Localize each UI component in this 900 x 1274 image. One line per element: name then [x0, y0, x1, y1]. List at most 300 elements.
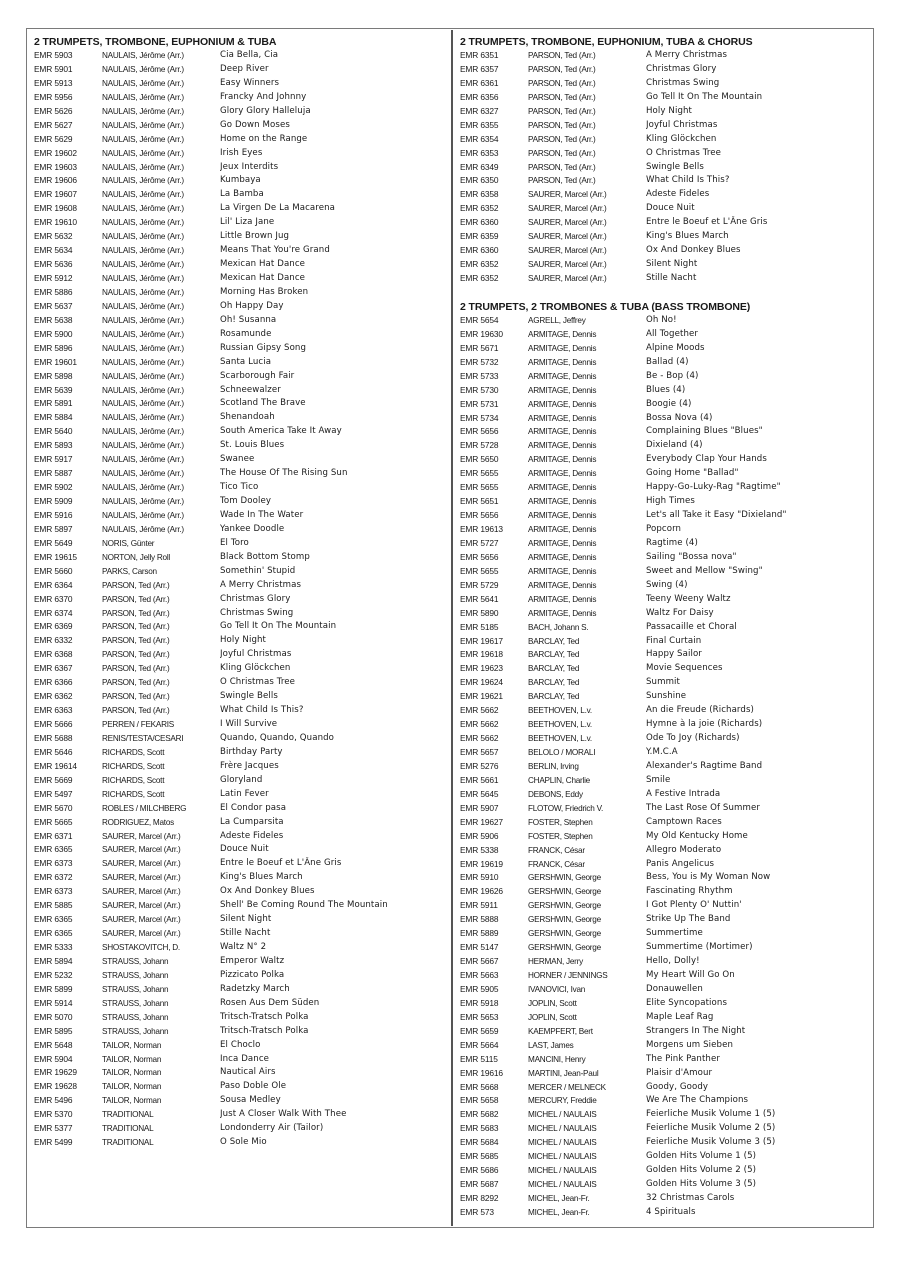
piece-title: Quando, Quando, Quando — [220, 732, 335, 743]
catalog-number: EMR 6360 — [460, 217, 499, 228]
piece-title: El Toro — [220, 537, 249, 548]
piece-title: Oh Happy Day — [220, 300, 284, 311]
catalog-entry — [460, 885, 875, 899]
catalog-entry — [34, 871, 449, 885]
catalog-entry — [34, 1025, 449, 1039]
piece-title: Final Curtain — [646, 635, 702, 646]
composer-name: NAULAIS, Jérôme (Arr.) — [102, 315, 184, 325]
composer-name: HERMAN, Jerry — [528, 957, 583, 967]
catalog-entry — [460, 188, 875, 202]
composer-name: ARMITAGE, Dennis — [528, 399, 597, 409]
piece-title: Swingle Bells — [646, 161, 704, 172]
piece-title: Donauwellen — [646, 983, 703, 994]
catalog-entry — [34, 384, 449, 398]
composer-name: PARSON, Ted (Arr.) — [528, 120, 596, 130]
catalog-entry — [460, 105, 875, 119]
catalog-entry — [34, 774, 449, 788]
catalog-number: EMR 19623 — [460, 663, 503, 674]
composer-name: SAURER, Marcel (Arr.) — [528, 218, 607, 228]
piece-title: South America Take It Away — [220, 426, 342, 437]
composer-name: SAURER, Marcel (Arr.) — [528, 190, 607, 200]
catalog-entry — [460, 899, 875, 913]
catalog-entry — [34, 467, 449, 481]
piece-title: Morning Has Broken — [220, 286, 309, 297]
catalog-entry — [460, 593, 875, 607]
piece-title: Holy Night — [646, 105, 693, 116]
piece-title: O Sole Mio — [220, 1137, 267, 1148]
catalog-number: EMR 5901 — [34, 63, 73, 74]
catalog-entry — [34, 816, 449, 830]
composer-name: NAULAIS, Jérôme (Arr.) — [102, 246, 184, 256]
catalog-entry — [460, 439, 875, 453]
composer-name: NAULAIS, Jérôme (Arr.) — [102, 287, 184, 297]
composer-name: BEETHOVEN, L.v. — [528, 720, 592, 730]
catalog-number: EMR 6374 — [34, 607, 73, 618]
catalog-number: EMR 5655 — [460, 482, 499, 493]
catalog-entry — [34, 620, 449, 634]
catalog-number: EMR 6373 — [34, 858, 73, 869]
piece-title: Christmas Swing — [646, 77, 720, 88]
catalog-entry — [460, 858, 875, 872]
piece-title: Sousa Medley — [220, 1095, 281, 1106]
catalog-entry — [34, 230, 449, 244]
piece-title: Summit — [646, 677, 681, 688]
piece-title: Shell' Be Coming Round The Mountain — [220, 900, 388, 911]
catalog-list — [460, 314, 875, 1220]
catalog-number: EMR 5651 — [460, 496, 499, 507]
catalog-entry — [34, 537, 449, 551]
catalog-number: EMR 5911 — [460, 900, 498, 911]
composer-name: TAILOR, Norman — [102, 1096, 162, 1106]
composer-name: NAULAIS, Jérôme (Arr.) — [102, 134, 184, 144]
catalog-number: EMR 5893 — [34, 440, 73, 451]
catalog-entry — [34, 63, 449, 77]
piece-title: Adeste Fideles — [646, 189, 710, 200]
composer-name: ARMITAGE, Dennis — [528, 538, 597, 548]
piece-title: Radetzky March — [220, 983, 290, 994]
catalog-entry — [460, 690, 875, 704]
catalog-entry — [460, 1122, 875, 1136]
piece-title: I Got Plenty O' Nuttin' — [646, 900, 742, 911]
piece-title: Russian Gipsy Song — [220, 342, 307, 353]
catalog-entry — [460, 523, 875, 537]
catalog-entry — [460, 913, 875, 927]
composer-name: SAURER, Marcel (Arr.) — [102, 845, 181, 855]
composer-name: FOSTER, Stephen — [528, 817, 593, 827]
piece-title: Go Down Moses — [220, 119, 290, 130]
piece-title: 4 Spirituals — [646, 1206, 696, 1217]
composer-name: NAULAIS, Jérôme (Arr.) — [102, 497, 184, 506]
catalog-number: EMR 5734 — [460, 412, 499, 423]
catalog-number: EMR 5902 — [34, 482, 73, 493]
composer-name: SAURER, Marcel (Arr.) — [528, 232, 607, 242]
piece-title: Ox And Donkey Blues — [646, 245, 741, 256]
catalog-number: EMR 5626 — [34, 105, 73, 116]
composer-name: SAURER, Marcel (Arr.) — [102, 915, 181, 925]
piece-title: Sunshine — [646, 691, 687, 702]
catalog-number: EMR 6356 — [460, 91, 499, 102]
catalog-entry — [34, 607, 449, 621]
piece-title: The Pink Panther — [646, 1053, 720, 1064]
catalog-entry — [34, 760, 449, 774]
piece-title: Black Bottom Stomp — [220, 551, 310, 562]
catalog-number: EMR 573 — [460, 1206, 494, 1217]
composer-name: NAULAIS, Jérôme (Arr.) — [102, 524, 184, 534]
composer-name: GERSHWIN, George — [528, 901, 601, 911]
catalog-entry — [460, 1081, 875, 1095]
catalog-entry — [34, 1011, 449, 1025]
piece-title: Strangers In The Night — [646, 1025, 746, 1036]
catalog-entry — [34, 258, 449, 272]
piece-title: Nautical Airs — [220, 1067, 276, 1078]
catalog-entry — [34, 272, 449, 286]
piece-title: Ox And Donkey Blues — [220, 886, 315, 897]
catalog-number: EMR 5654 — [460, 314, 499, 325]
piece-title: Santa Lucia — [220, 356, 272, 367]
catalog-entry — [460, 1136, 875, 1150]
composer-name: PARSON, Ted (Arr.) — [528, 106, 596, 116]
piece-title: Stille Nacht — [220, 928, 271, 939]
catalog-entry — [460, 955, 875, 969]
piece-title: O Christmas Tree — [646, 147, 722, 158]
piece-title: The House Of The Rising Sun — [220, 468, 348, 479]
catalog-entry — [460, 648, 875, 662]
composer-name: PARSON, Ted (Arr.) — [102, 608, 170, 618]
catalog-entry — [460, 147, 875, 161]
catalog-number: EMR 6355 — [460, 119, 499, 130]
catalog-number: EMR 5649 — [34, 537, 73, 548]
catalog-entry — [460, 230, 875, 244]
catalog-number: EMR 6332 — [34, 635, 73, 646]
catalog-number: EMR 5670 — [34, 802, 73, 813]
composer-name: NAULAIS, Jérôme (Arr.) — [102, 441, 184, 451]
composer-name: AGRELL, Jeffrey — [528, 315, 586, 325]
catalog-number: EMR 5070 — [34, 1011, 73, 1022]
composer-name: PARSON, Ted (Arr.) — [528, 162, 596, 172]
composer-name: RODRIGUEZ, Matos — [102, 817, 174, 827]
composer-name: STRAUSS, Johann — [102, 1012, 169, 1022]
catalog-number: EMR 5662 — [460, 705, 499, 716]
piece-title: Silent Night — [220, 914, 272, 925]
catalog-number: EMR 5641 — [460, 593, 499, 604]
composer-name: NAULAIS, Jérôme (Arr.) — [102, 371, 184, 381]
catalog-number: EMR 5656 — [460, 426, 499, 437]
piece-title: Holy Night — [220, 635, 267, 646]
composer-name: TAILOR, Norman — [102, 1068, 162, 1078]
catalog-entry — [460, 398, 875, 412]
composer-name: MICHEL / NAULAIS — [528, 1110, 597, 1120]
piece-title: Going Home "Ballad" — [646, 468, 739, 479]
catalog-entry — [460, 356, 875, 370]
catalog-number: EMR 6349 — [460, 161, 499, 172]
composer-name: SHOSTAKOVITCH, D. — [102, 943, 180, 952]
catalog-entry — [34, 913, 449, 927]
piece-title: Panis Angelicus — [646, 858, 715, 869]
composer-name: STRAUSS, Johann — [102, 970, 169, 980]
piece-title: Kumbaya — [220, 175, 261, 186]
catalog-entry — [34, 453, 449, 467]
composer-name: NAULAIS, Jérôme (Arr.) — [102, 343, 184, 353]
catalog-entry — [34, 704, 449, 718]
catalog-number: EMR 5664 — [460, 1039, 499, 1050]
catalog-entry — [34, 1122, 449, 1136]
piece-title: Morgens um Sieben — [646, 1039, 734, 1050]
catalog-entry — [460, 830, 875, 844]
catalog-entry — [34, 885, 449, 899]
catalog-number: EMR 5637 — [34, 300, 73, 311]
catalog-number: EMR 6373 — [34, 886, 73, 897]
piece-title: Goody, Goody — [646, 1081, 709, 1092]
piece-title: Allegro Moderato — [646, 844, 722, 855]
catalog-entry — [34, 746, 449, 760]
composer-name: ARMITAGE, Dennis — [528, 483, 597, 493]
catalog-entry — [34, 732, 449, 746]
composer-name: NAULAIS, Jérôme (Arr.) — [102, 106, 184, 116]
composer-name: FRANCK, César — [528, 845, 585, 855]
catalog-entry — [34, 1053, 449, 1067]
composer-name: NAULAIS, Jérôme (Arr.) — [102, 455, 184, 465]
piece-title: Entre le Boeuf et L'Âne Gris — [220, 858, 342, 869]
catalog-entry — [460, 1039, 875, 1053]
catalog-entry — [460, 453, 875, 467]
composer-name: IVANOVICI, Ivan — [528, 984, 586, 994]
composer-name: PARSON, Ted (Arr.) — [528, 134, 596, 144]
piece-title: Irish Eyes — [220, 147, 263, 158]
catalog-number: EMR 5895 — [34, 1025, 73, 1036]
piece-title: Waltz N° 2 — [220, 942, 267, 952]
catalog-number: EMR 5661 — [460, 774, 499, 785]
catalog-number: EMR 5655 — [460, 468, 499, 479]
catalog-number: EMR 19617 — [460, 635, 503, 646]
composer-name: MERCER / MELNECK — [528, 1082, 606, 1092]
composer-name: MICHEL / NAULAIS — [528, 1166, 597, 1176]
composer-name: RICHARDS, Scott — [102, 775, 165, 785]
composer-name: NORTON, Jelly Roll — [102, 552, 170, 562]
composer-name: BERLIN, Irving — [528, 761, 579, 771]
composer-name: NAULAIS, Jérôme (Arr.) — [102, 218, 184, 228]
catalog-entry — [460, 1164, 875, 1178]
piece-title: Douce Nuit — [220, 844, 269, 855]
piece-title: All Together — [646, 328, 699, 339]
piece-title: Christmas Glory — [646, 63, 717, 74]
piece-title: Birthday Party — [220, 746, 283, 757]
catalog-number: EMR 5377 — [34, 1123, 73, 1134]
catalog-entry — [460, 1025, 875, 1039]
catalog-entry — [34, 997, 449, 1011]
composer-name: RICHARDS, Scott — [102, 747, 165, 757]
catalog-entry — [460, 1094, 875, 1108]
catalog-entry — [460, 983, 875, 997]
composer-name: NAULAIS, Jérôme (Arr.) — [102, 64, 184, 74]
composer-name: ARMITAGE, Dennis — [528, 441, 597, 451]
catalog-number: EMR 5917 — [34, 454, 73, 465]
piece-title: A Merry Christmas — [646, 50, 728, 60]
catalog-number: EMR 19602 — [34, 147, 77, 158]
catalog-entry — [460, 1067, 875, 1081]
catalog-list — [34, 49, 449, 1150]
catalog-number: EMR 5648 — [34, 1039, 73, 1050]
catalog-number: EMR 5887 — [34, 468, 73, 479]
catalog-entry — [34, 356, 449, 370]
composer-name: GERSHWIN, George — [528, 943, 601, 953]
catalog-entry — [34, 983, 449, 997]
piece-title: Stille Nacht — [646, 273, 697, 283]
composer-name: DEBONS, Eddy — [528, 789, 583, 799]
piece-title: Tico Tico — [220, 482, 259, 493]
piece-title: Boogie (4) — [646, 398, 692, 409]
piece-title: Complaining Blues "Blues" — [646, 426, 763, 437]
catalog-entry — [460, 746, 875, 760]
catalog-entry — [460, 927, 875, 941]
composer-name: SAURER, Marcel (Arr.) — [102, 859, 181, 869]
catalog-number: EMR 5896 — [34, 342, 73, 353]
catalog-number: EMR 5886 — [34, 286, 73, 297]
catalog-number: EMR 5669 — [34, 774, 73, 785]
catalog-entry — [34, 91, 449, 105]
composer-name: ARMITAGE, Dennis — [528, 357, 597, 367]
catalog-number: EMR 19601 — [34, 356, 77, 367]
composer-name: NAULAIS, Jérôme (Arr.) — [102, 357, 184, 367]
composer-name: ARMITAGE, Dennis — [528, 427, 597, 437]
catalog-number: EMR 6365 — [34, 914, 73, 925]
piece-title: Teeny Weeny Waltz — [646, 593, 731, 604]
piece-title: The Last Rose Of Summer — [646, 802, 760, 813]
catalog-number: EMR 5910 — [460, 872, 499, 883]
catalog-entry — [34, 216, 449, 230]
piece-title: A Festive Intrada — [646, 788, 721, 799]
piece-title: Kling Glöckchen — [220, 663, 291, 674]
piece-title: King's Blues March — [646, 231, 729, 242]
catalog-entry — [34, 328, 449, 342]
piece-title: Deep River — [220, 63, 269, 74]
piece-title: Gloryland — [220, 774, 263, 785]
composer-name: BARCLAY, Ted — [528, 636, 580, 646]
catalog-entry — [460, 258, 875, 272]
catalog-number: EMR 19627 — [460, 816, 503, 827]
composer-name: ARMITAGE, Dennis — [528, 594, 597, 604]
catalog-number: EMR 5913 — [34, 77, 73, 88]
catalog-entry — [460, 579, 875, 593]
catalog-number: EMR 6366 — [34, 677, 73, 688]
catalog-entry — [460, 551, 875, 565]
piece-title: Waltz For Daisy — [646, 607, 714, 618]
catalog-entry — [460, 244, 875, 258]
catalog-number: EMR 19621 — [460, 691, 503, 702]
piece-title: Frère Jacques — [220, 760, 279, 771]
composer-name: NAULAIS, Jérôme (Arr.) — [102, 483, 184, 493]
catalog-number: EMR 5687 — [460, 1179, 499, 1190]
catalog-number: EMR 19619 — [460, 858, 503, 869]
catalog-entry — [34, 927, 449, 941]
catalog-number: EMR 5660 — [34, 565, 73, 576]
composer-name: NAULAIS, Jérôme (Arr.) — [102, 120, 184, 130]
composer-name: RICHARDS, Scott — [102, 789, 165, 799]
catalog-entry — [460, 871, 875, 885]
piece-title: What Child Is This? — [220, 705, 304, 716]
piece-title: Douce Nuit — [646, 203, 695, 214]
piece-title: Golden Hits Volume 2 (5) — [646, 1165, 757, 1176]
piece-title: Bossa Nova (4) — [646, 412, 713, 423]
composer-name: ROBLES / MILCHBERG — [102, 803, 187, 813]
composer-name: FLOTOW, Friedrich V. — [528, 803, 604, 813]
catalog-entry — [34, 202, 449, 216]
piece-title: Movie Sequences — [646, 663, 723, 674]
catalog-number: EMR 5909 — [34, 496, 73, 506]
composer-name: TRADITIONAL — [102, 1138, 154, 1148]
catalog-number: EMR 8292 — [460, 1193, 499, 1203]
piece-title: Cia Bella, Cia — [220, 50, 279, 60]
catalog-entry — [460, 133, 875, 147]
composer-name: MARTINI, Jean-Paul — [528, 1068, 599, 1078]
catalog-entry — [34, 662, 449, 676]
catalog-number: EMR 5638 — [34, 314, 73, 325]
catalog-number: EMR 5653 — [460, 1011, 499, 1022]
composer-name: TRADITIONAL — [102, 1110, 154, 1120]
piece-title: Somethin' Stupid — [220, 565, 296, 576]
piece-title: Go Tell It On The Mountain — [646, 91, 763, 102]
catalog-entry — [34, 593, 449, 607]
piece-title: Francky And Johnny — [220, 91, 307, 102]
composer-name: GERSHWIN, George — [528, 915, 601, 925]
piece-title: Dixieland (4) — [646, 440, 703, 451]
composer-name: BEETHOVEN, L.v. — [528, 734, 592, 744]
catalog-entry — [460, 342, 875, 356]
composer-name: ARMITAGE, Dennis — [528, 371, 597, 381]
catalog-number: EMR 5499 — [34, 1137, 73, 1148]
composer-name: FOSTER, Stephen — [528, 831, 593, 841]
composer-name: STRAUSS, Johann — [102, 984, 169, 994]
piece-title: La Bamba — [220, 189, 264, 200]
composer-name: FRANCK, César — [528, 859, 585, 869]
catalog-entry — [34, 49, 449, 63]
piece-title: Swing (4) — [646, 579, 688, 590]
piece-title: Popcorn — [646, 524, 682, 534]
piece-title: Fascinating Rhythm — [646, 886, 733, 897]
catalog-number: EMR 6353 — [460, 147, 499, 158]
composer-name: NAULAIS, Jérôme (Arr.) — [102, 274, 184, 283]
composer-name: MANCINI, Henry — [528, 1054, 586, 1064]
composer-name: NAULAIS, Jérôme (Arr.) — [102, 510, 184, 520]
composer-name: NAULAIS, Jérôme (Arr.) — [102, 399, 184, 409]
catalog-number: EMR 6372 — [34, 872, 73, 883]
left-column — [34, 35, 449, 1150]
composer-name: LAST, James — [528, 1040, 574, 1050]
catalog-number: EMR 19629 — [34, 1067, 77, 1078]
catalog-number: EMR 5918 — [460, 997, 499, 1008]
catalog-number: EMR 6359 — [460, 231, 499, 242]
piece-title: Tom Dooley — [220, 496, 272, 506]
catalog-number: EMR 6365 — [34, 844, 73, 855]
piece-title: Bess, You is My Woman Now — [646, 872, 771, 883]
catalog-entry — [460, 788, 875, 802]
composer-name: NAULAIS, Jérôme (Arr.) — [102, 51, 184, 60]
catalog-number: EMR 5666 — [34, 719, 73, 729]
catalog-number: EMR 5655 — [460, 565, 499, 576]
composer-name: BEETHOVEN, L.v. — [528, 706, 592, 716]
piece-title: Londonderry Air (Tailor) — [220, 1123, 324, 1134]
catalog-entry — [34, 300, 449, 314]
composer-name: ARMITAGE, Dennis — [528, 566, 597, 576]
catalog-entry — [34, 342, 449, 356]
catalog-entry — [460, 621, 875, 635]
catalog-number: EMR 5640 — [34, 426, 73, 437]
catalog-entry — [460, 941, 875, 955]
composer-name: NAULAIS, Jérôme (Arr.) — [102, 427, 184, 437]
catalog-number: EMR 19626 — [460, 886, 503, 897]
catalog-entry — [460, 119, 875, 133]
composer-name: PARSON, Ted (Arr.) — [102, 692, 170, 702]
catalog-number: EMR 5333 — [34, 942, 73, 952]
